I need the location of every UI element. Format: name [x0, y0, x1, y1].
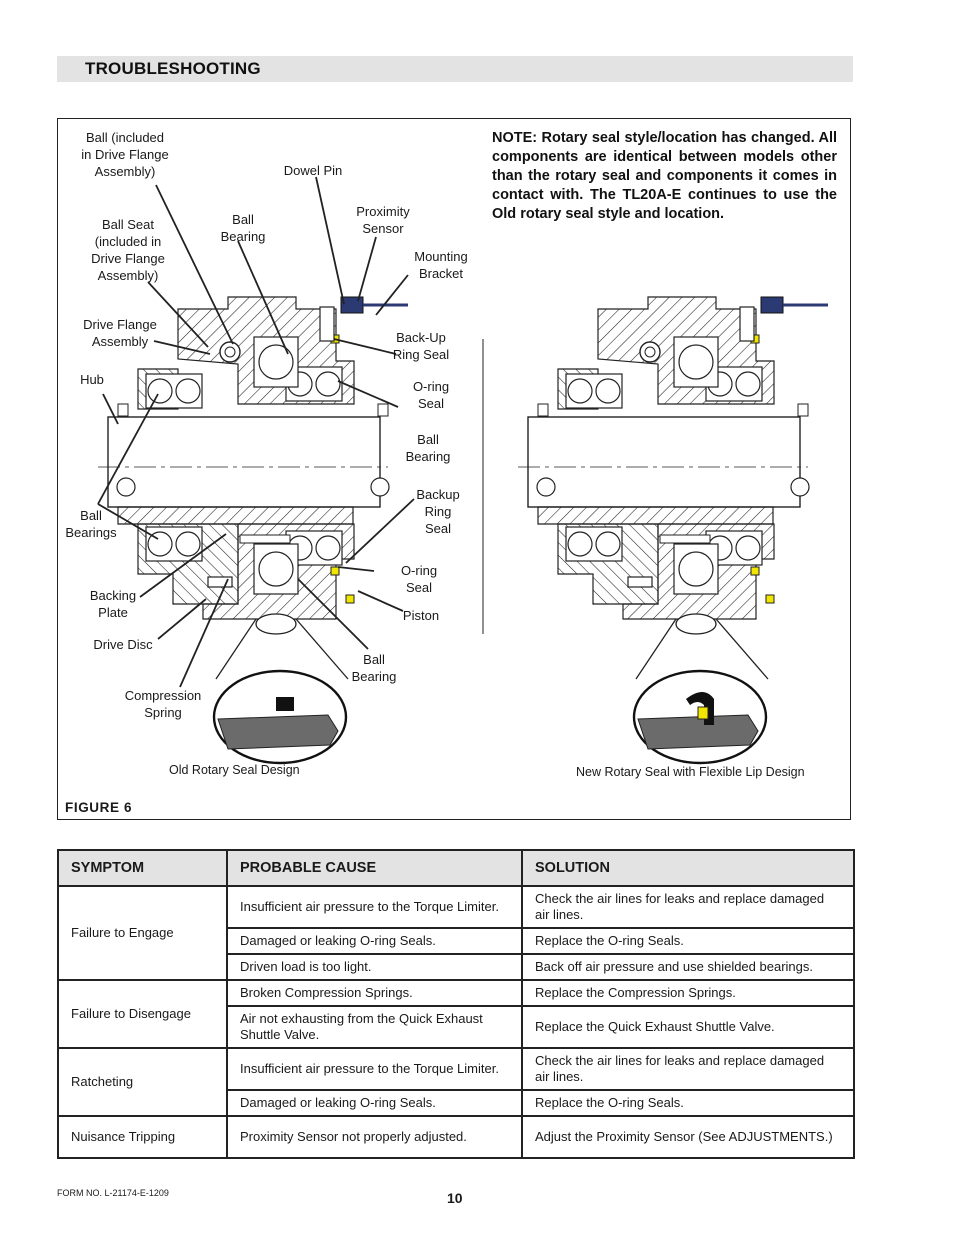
solution-cell: Check the air lines for leaks and replace damaged air lines.	[522, 1048, 854, 1090]
solution-cell: Adjust the Proximity Sensor (See ADJUSTMENTS.)	[522, 1116, 854, 1158]
cause-cell: Air not exhausting from the Quick Exhaust Shuttle Valve.	[227, 1006, 522, 1048]
cause-cell: Insufficient air pressure to the Torque Limiter.	[227, 1048, 522, 1090]
label-backup-ring-seal-mid: Backup Ring Seal	[416, 487, 460, 536]
solution-cell: Check the air lines for leaks and replace damaged air lines.	[522, 886, 854, 928]
table-row	[58, 1116, 854, 1158]
solution-cell: Replace the O-ring Seals.	[522, 928, 854, 954]
header-solution: SOLUTION	[522, 850, 854, 886]
figure-note: NOTE: Rotary seal style/location has changed. All components are identical between models other than the rotary seal and components it comes in contact with. The TL20A-E continues to use the Old rotary seal style and location.	[492, 130, 837, 222]
label-compression-spring: Compression Spring	[124, 688, 202, 720]
cause-cell: Damaged or leaking O-ring Seals.	[227, 928, 522, 954]
header-symptom: SYMPTOM	[58, 850, 227, 886]
troubleshooting-table	[57, 849, 855, 1159]
cause-cell: Broken Compression Springs.	[227, 980, 522, 1006]
cause-cell: Insufficient air pressure to the Torque Limiter.	[227, 886, 522, 928]
label-drive-flange: Drive Flange Assembly	[83, 317, 157, 349]
table-row	[58, 1048, 854, 1090]
label-piston: Piston	[402, 608, 440, 623]
cause-cell: Driven load is too light.	[227, 954, 522, 980]
section-header	[57, 56, 853, 82]
label-drive-disc: Drive Disc	[93, 637, 153, 652]
symptom-cell: Ratcheting	[58, 1048, 227, 1116]
figure-6	[57, 118, 851, 820]
label-ball-bearing-top: Ball Bearing	[220, 212, 266, 244]
section-title: TROUBLESHOOTING	[85, 59, 261, 78]
label-ball-bearing-bottom: Ball Bearing	[351, 652, 397, 684]
table-row	[58, 886, 854, 928]
label-oring-seal-bottom: O-ring Seal	[400, 563, 438, 595]
solution-cell: Replace the O-ring Seals.	[522, 1090, 854, 1116]
table-header-row	[58, 850, 854, 886]
label-ball-seat: Ball Seat (included in Drive Flange Assembly)	[91, 217, 165, 283]
label-ball-bearings: Ball Bearings	[65, 508, 117, 540]
label-oring-seal-top: O-ring Seal	[412, 379, 450, 411]
label-backing-plate: Backing Plate	[89, 588, 137, 620]
solution-cell: Back off air pressure and use shielded bearings.	[522, 954, 854, 980]
symptom-cell: Failure to Engage	[58, 886, 227, 980]
label-dowel-pin: Dowel Pin	[283, 163, 343, 178]
label-ball-bearing-right: Ball Bearing	[405, 432, 451, 464]
label-hub: Hub	[80, 372, 104, 387]
symptom-cell: Nuisance Tripping	[58, 1116, 227, 1158]
figure-label: FIGURE 6	[65, 800, 133, 815]
page-number: 10	[447, 1190, 463, 1206]
solution-cell: Replace the Quick Exhaust Shuttle Valve.	[522, 1006, 854, 1048]
solution-cell: Replace the Compression Springs.	[522, 980, 854, 1006]
cause-cell: Proximity Sensor not properly adjusted.	[227, 1116, 522, 1158]
label-mounting-bracket: Mounting Bracket	[414, 249, 468, 281]
caption-old-seal: Old Rotary Seal Design	[169, 763, 300, 777]
table-row	[58, 980, 854, 1006]
label-proximity-sensor: Proximity Sensor	[356, 204, 410, 236]
label-backup-ring-seal-top: Back-Up Ring Seal	[392, 330, 450, 362]
cause-cell: Damaged or leaking O-ring Seals.	[227, 1090, 522, 1116]
header-probable-cause: PROBABLE CAUSE	[227, 850, 522, 886]
label-ball-included: Ball (included in Drive Flange Assembly)	[81, 130, 169, 179]
symptom-cell: Failure to Disengage	[58, 980, 227, 1048]
form-number: FORM NO. L-21174-E-1209	[57, 1188, 169, 1198]
caption-new-seal: New Rotary Seal with Flexible Lip Design	[576, 765, 805, 779]
